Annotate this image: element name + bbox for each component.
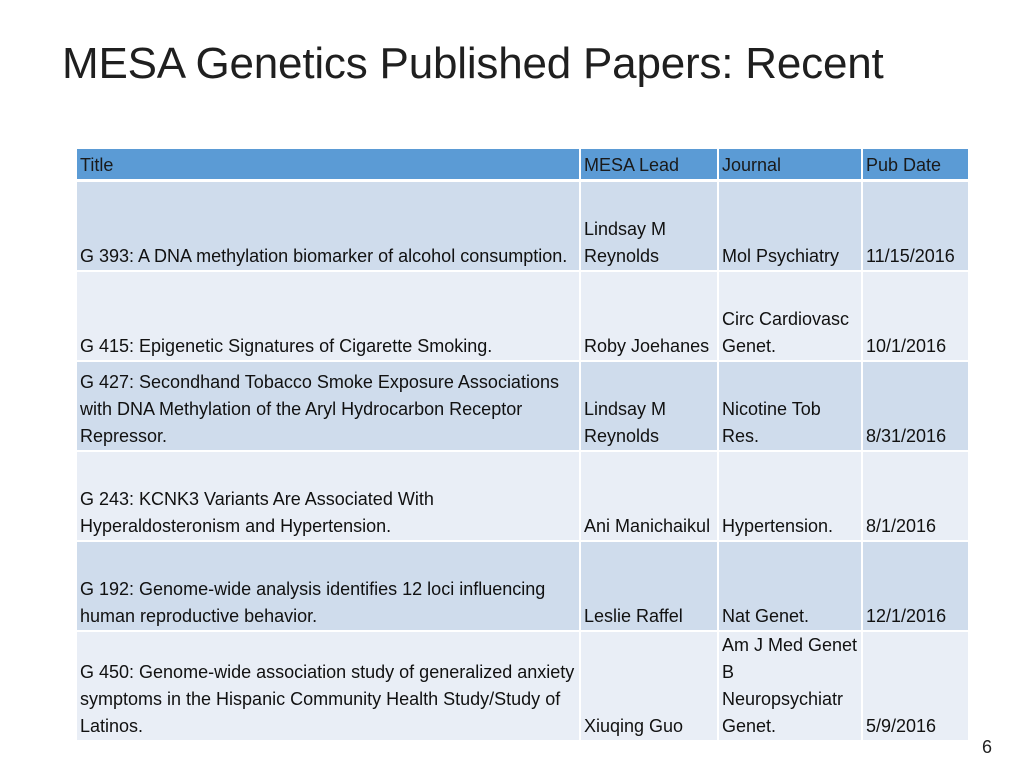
journal-cell: Nat Genet. xyxy=(719,542,863,632)
paper-title-cell: G 243: KCNK3 Variants Are Associated With Hyperaldosteronism and Hypertension. xyxy=(77,452,581,542)
mesa-lead-cell: Leslie Raffel xyxy=(581,542,719,632)
pub-date-cell: 5/9/2016 xyxy=(863,632,968,742)
slide-title: MESA Genetics Published Papers: Recent xyxy=(62,39,884,88)
mesa-lead-cell: Roby Joehanes xyxy=(581,272,719,362)
pub-date-cell: 10/1/2016 xyxy=(863,272,968,362)
journal-cell: Hypertension. xyxy=(719,452,863,542)
table-header xyxy=(77,149,968,182)
journal-cell: Circ Cardiovasc Genet. xyxy=(719,272,863,362)
pub-date-cell: 8/1/2016 xyxy=(863,452,968,542)
table-row xyxy=(77,272,968,362)
header-journal: Journal xyxy=(719,149,863,182)
table-body xyxy=(77,182,968,742)
header-mesa-lead: MESA Lead xyxy=(581,149,719,182)
mesa-lead-cell: Ani Manichaikul xyxy=(581,452,719,542)
table-row xyxy=(77,542,968,632)
header-row xyxy=(77,149,968,182)
journal-cell: Nicotine Tob Res. xyxy=(719,362,863,452)
header-title: Title xyxy=(77,149,581,182)
paper-title-cell: G 427: Secondhand Tobacco Smoke Exposure Associations with DNA Methylation of the Aryl Hydrocarbon Receptor Repressor. xyxy=(77,362,581,452)
table-row xyxy=(77,452,968,542)
page-number: 6 xyxy=(981,737,992,757)
paper-title-cell: G 192: Genome-wide analysis identifies 12 loci influencing human reproductive behavior. xyxy=(77,542,581,632)
paper-title-cell: G 415: Epigenetic Signatures of Cigarette Smoking. xyxy=(77,272,581,362)
table-row xyxy=(77,632,968,742)
pub-date-cell: 8/31/2016 xyxy=(863,362,968,452)
pub-date-cell: 12/1/2016 xyxy=(863,542,968,632)
pub-date-cell: 11/15/2016 xyxy=(863,182,968,272)
journal-cell: Am J Med Genet B Neuropsychiatr Genet. xyxy=(719,632,863,742)
paper-title-cell: G 450: Genome-wide association study of generalized anxiety symptoms in the Hispanic Community Health Study/Study of Latinos. xyxy=(77,632,581,742)
mesa-lead-cell: Lindsay M Reynolds xyxy=(581,182,719,272)
table-row xyxy=(77,362,968,452)
journal-cell: Mol Psychiatry xyxy=(719,182,863,272)
table-row xyxy=(77,182,968,272)
papers-table xyxy=(77,149,968,742)
mesa-lead-cell: Xiuqing Guo xyxy=(581,632,719,742)
mesa-lead-cell: Lindsay M Reynolds xyxy=(581,362,719,452)
paper-title-cell: G 393: A DNA methylation biomarker of alcohol consumption. xyxy=(77,182,581,272)
header-pub-date: Pub Date xyxy=(863,149,968,182)
